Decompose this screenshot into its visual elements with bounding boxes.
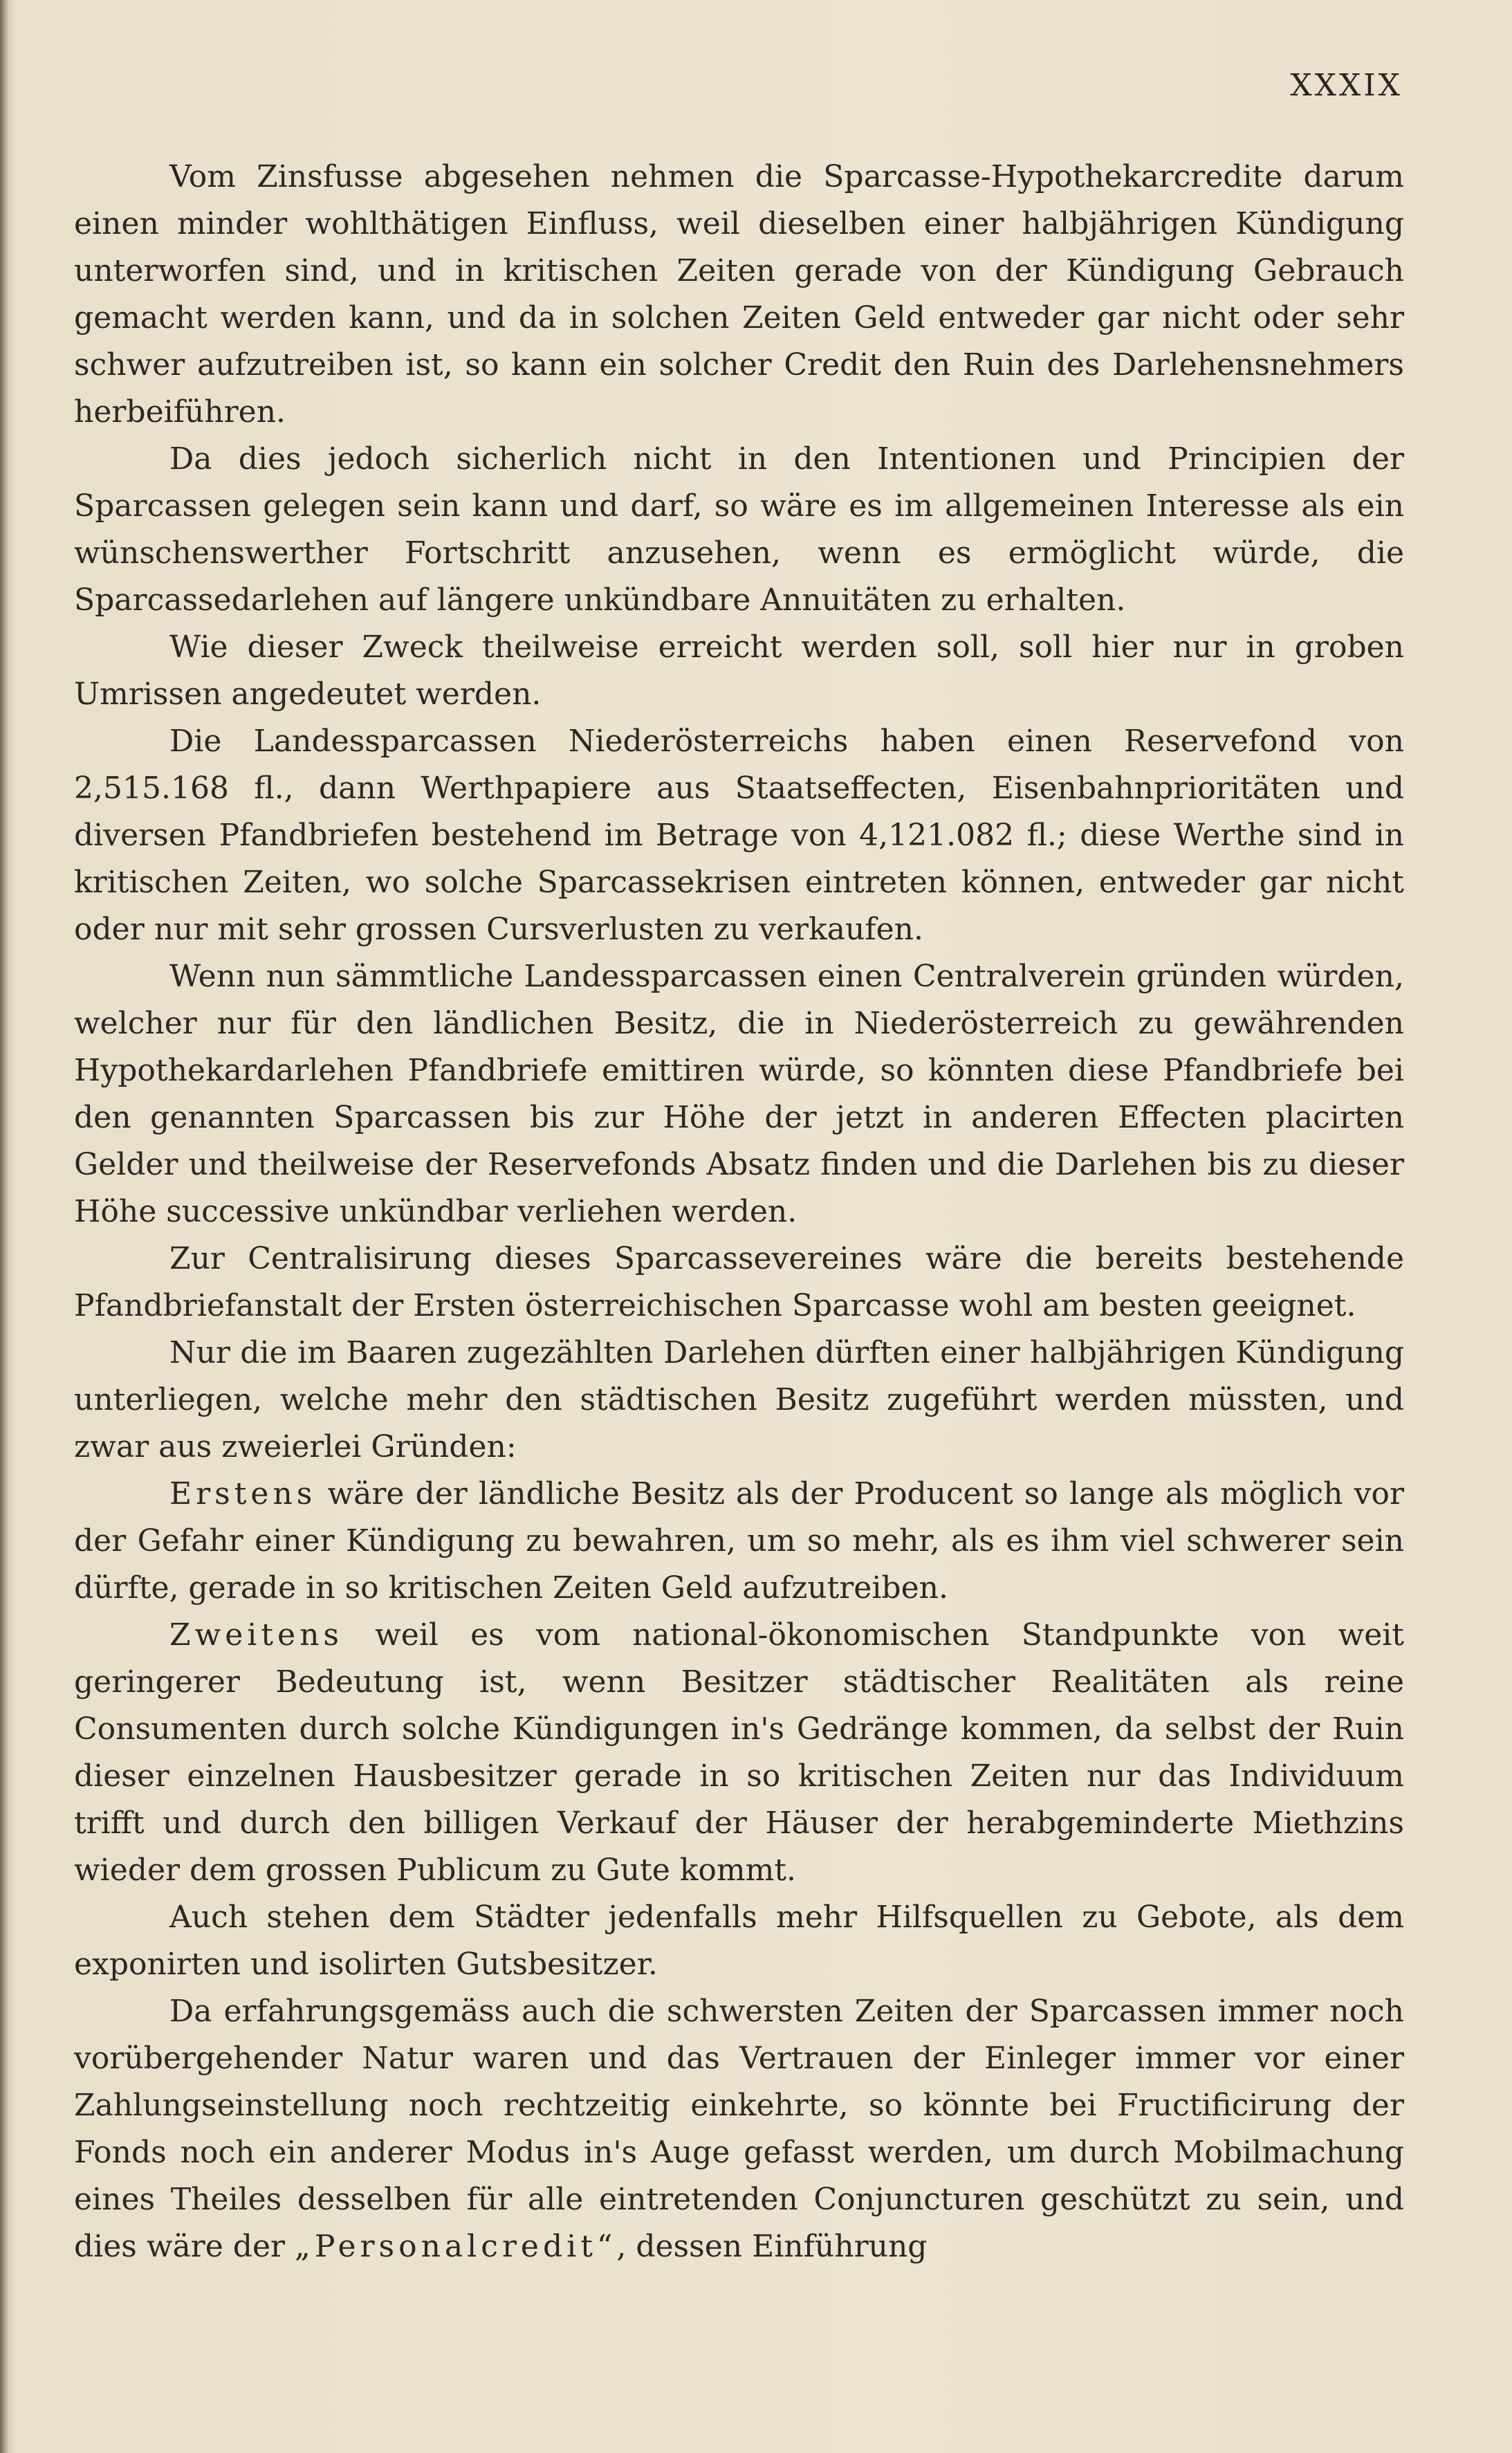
paragraph-10: Auch stehen dem Städter jedenfalls mehr Hilfsquellen zu Gebote, als dem exponirten und isolirten Gutsbesitzer. [74,1900,1404,1982]
paragraph-8-text: wäre der ländliche Besitz als der Producent so lange als möglich vor der Gefahr einer Kündigung zu bewahren, um so mehr, als es ihm viel schwerer sein dürfte, gerade in so kritischen Zeiten Geld aufzutreiben. [74,1476,1404,1606]
paragraph-11 [74,1988,1404,2270]
body-text [74,154,1404,2270]
spaced-word-erstens: Erstens [169,1476,317,1512]
paragraph-5: Wenn nun sämmtliche Landessparcassen einen Centralverein gründen würden, welcher nur für den ländlichen Besitz, die in Niederösterreich zu gewährenden Hypothekardarlehen Pfandbriefe emittiren würde, so könnten diese Pfandbriefe bei den genannten Sparcassen bis zur Höhe der jetzt in anderen Effecten placirten Gelder und theilweise der Reservefonds Absatz finden und die Darlehen bis zu dieser Höhe successive unkündbar verliehen werden. [74,959,1404,1229]
spaced-word-zweitens: Zweitens [169,1617,343,1653]
paragraph-2: Da dies jedoch sicherlich nicht in den Intentionen und Principien der Sparcassen gelegen sein kann und darf, so wäre es im allgemeinen Interesse als ein wünschenswerther Fortschritt anzusehen, wenn es ermöglicht würde, die Sparcassedarlehen auf längere unkündbare Annuitäten zu erhalten. [74,441,1404,618]
page-number: XXXIX [1290,68,1403,103]
paragraph-11-text-end: , dessen Einführung [616,2229,928,2264]
paragraph-4: Die Landessparcassen Niederösterreichs haben einen Reservefond von 2,515.168 fl., dann Werthpapiere aus Staatseffecten, Eisenbahnprioritäten und diversen Pfandbriefen bestehend im Betrage von 4,121.082 fl.; diese Werthe sind in kritischen Zeiten, wo solche Sparcassekrisen eintreten können, entweder gar nicht oder nur mit sehr grossen Cursverlusten zu verkaufen. [74,724,1404,947]
paragraph-11-text-start: Da erfahrungsgemäss auch die schwersten Zeiten der Sparcassen immer noch vorübergehender Natur waren und das Vertrauen der Einleger immer vor einer Zahlungseinstellung noch rechtzeitig einkehrte, so könnte bei Fructificirung der Fonds noch ein anderer Modus in's Auge gefasst werden, um durch Mobilmachung eines Theiles desselben für alle eintretenden Conjuncturen geschützt zu sein, und dies wäre der [74,1994,1404,2264]
paragraph-3: Wie dieser Zweck theilweise erreicht werden soll, soll hier nur in groben Umrissen angedeutet werden. [74,630,1404,712]
paragraph-1: Vom Zinsfusse abgesehen nehmen die Sparcasse-Hypothekarcredite darum einen minder wohlthätigen Einfluss, weil dieselben einer halbjährigen Kündigung unterworfen sind, und in kritischen Zeiten gerade von der Kündigung Gebrauch gemacht werden kann, und da in solchen Zeiten Geld entweder gar nicht oder sehr schwer aufzutreiben ist, so kann ein solcher Credit den Ruin des Darlehensnehmers herbeiführen. [74,159,1404,430]
paragraph-9 [74,1612,1404,1894]
paragraph-6: Zur Centralisirung dieses Sparcassevereines wäre die bereits bestehende Pfandbriefanstalt der Ersten österreichischen Sparcasse wohl am besten geeignet. [74,1241,1404,1323]
paragraph-8 [74,1471,1404,1612]
paragraph-9-text: weil es vom national-ökonomischen Standpunkte von weit geringerer Bedeutung ist, wenn Besitzer städtischer Realitäten als reine Consumenten durch solche Kündigungen in's Gedränge kommen, da selbst der Ruin dieser einzelnen Hausbesitzer gerade in so kritischen Zeiten nur das Individuum trifft und durch den billigen Verkauf der Häuser der herabgeminderte Miethzins wieder dem grossen Publicum zu Gute kommt. [74,1617,1404,1888]
paragraph-7: Nur die im Baaren zugezählten Darlehen dürften einer halbjährigen Kündigung unterliegen, welche mehr den städtischen Besitz zugeführt werden müssten, und zwar aus zweierlei Gründen: [74,1335,1404,1464]
spaced-word-personalcredit: „Personalcredit“ [295,2229,617,2264]
